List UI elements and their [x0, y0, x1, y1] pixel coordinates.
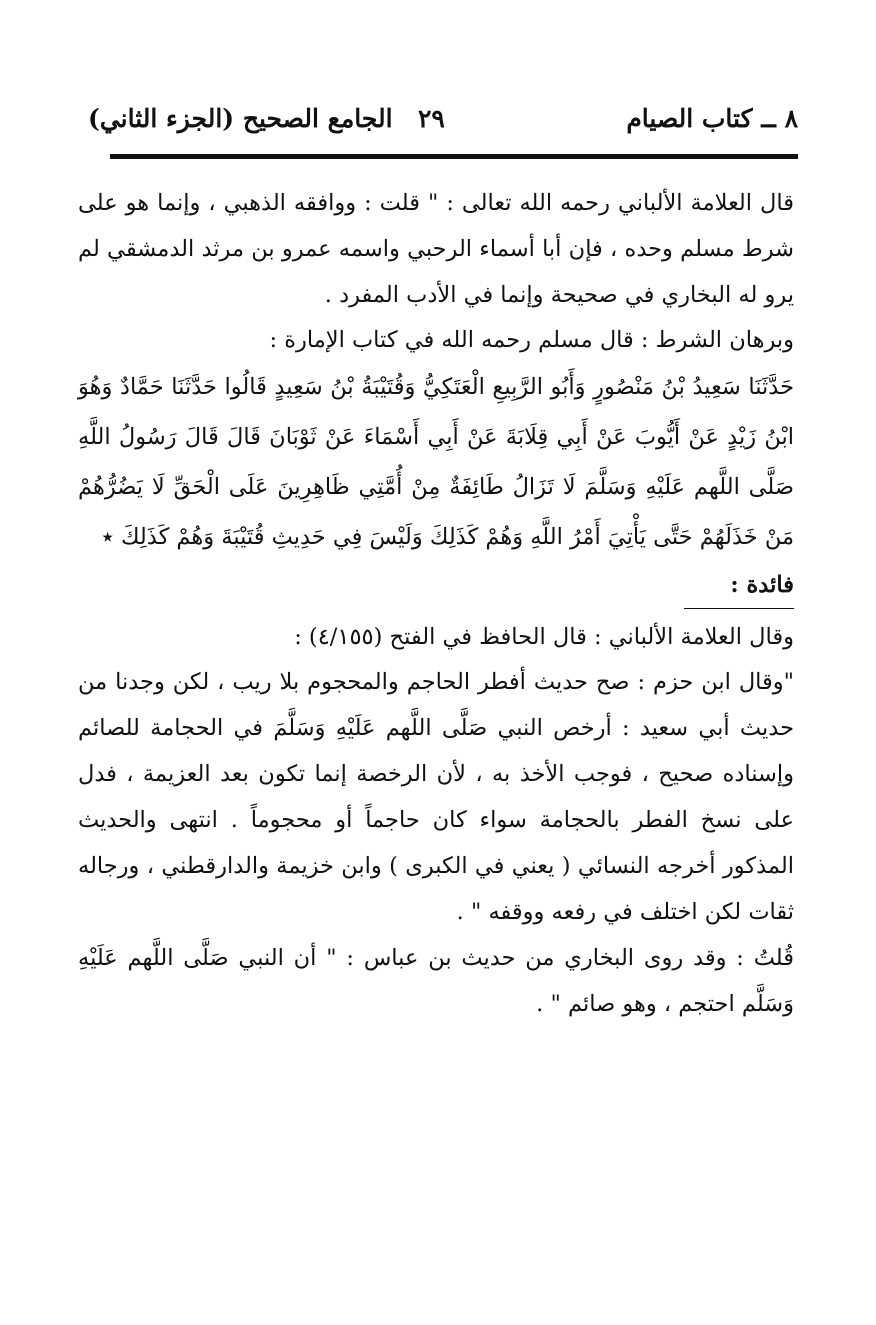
chapter-title: ٨ ــ كتاب الصيام [626, 104, 798, 133]
page-body [78, 180, 794, 1027]
benefit-label: فائدة : [730, 572, 794, 598]
paragraph-ibn-abbas: قُلتُ : وقد روى البخاري من حديث بن عباس : " أن النبي صَلَّى اللَّهم عَلَيْهِ وَسَلَّم احتجم ، وهو صائم " . [78, 945, 794, 1017]
paragraph-hadith: حَدَّثَنَا سَعِيدُ بْنُ مَنْصُورٍ وَأَبُو الرَّبِيعِ الْعَتَكِيُّ وَقُتَيْبَةُ بْنُ سَعِيدٍ قَالُوا حَدَّثَنَا حَمَّادٌ وَهُوَ ابْنُ زَيْدٍ عَنْ أَيُّوبَ عَنْ أَبِي قِلَابَةَ عَنْ أَبِي أَسْمَاءَ عَنْ ثَوْبَانَ قَالَ قَالَ رَسُولُ اللَّهِ صَلَّى اللَّهم عَلَيْهِ وَسَلَّمَ لَا تَزَالُ طَائِفَةٌ مِنْ أُمَّتِي ظَاهِرِينَ عَلَى الْحَقِّ لَا يَضُرُّهُمْ مَنْ خَذَلَهُمْ حَتَّى يَأْتِيَ أَمْرُ اللَّهِ وَهُمْ كَذَلِكَ وَلَيْسَ فِي حَدِيثِ قُتَيْبَةَ وَهُمْ كَذَلِكَ ٭ [78, 374, 794, 550]
paragraph-ibn-hazm: "وقال ابن حزم : صح حديث أفطر الحاجم والمحجوم بلا ريب ، لكن وجدنا من حديث أبي سعيد : أرخص النبي صَلَّى اللَّهم عَلَيْهِ وَسَلَّمَ في الحجامة للصائم وإسناده صحيح ، فوجب الأخذ به ، لأن الرخصة إنما تكون بعد العزيمة ، فدل على نسخ الفطر بالحجامة سواء كان حاجماً أو محجوماً . انتهى والحديث المذكور أخرجه النسائي ( يعني في الكبرى ) وابن خزيمة والدارقطني ، ورجاله ثقات لكن اختلف في رفعه ووقفه " . [78, 669, 794, 925]
paragraph-albani-comment: قال العلامة الألباني رحمه الله تعالى : " قلت : ووافقه الذهبي ، وإنما هو على شرط مسلم وحده ، فإن أبا أسماء الرحبي واسمه عمرو بن مرثد الدمشقي لم يرو له البخاري في صحيحة وإنما في الأدب المفرد . [78, 190, 794, 308]
header-rule [110, 154, 798, 159]
benefit-divider [684, 608, 794, 609]
book-title: الجامع الصحيح (الجزء الثاني) [88, 104, 393, 133]
running-header [88, 104, 798, 146]
page-number: ٢٩ [418, 104, 445, 133]
paragraph-proof-intro: وبرهان الشرط : قال مسلم رحمه الله في كتاب الإمارة : [269, 327, 794, 353]
paragraph-albani-hafiz: وقال العلامة الألباني : قال الحافظ في الفتح (٤/١٥٥) : [294, 624, 794, 650]
